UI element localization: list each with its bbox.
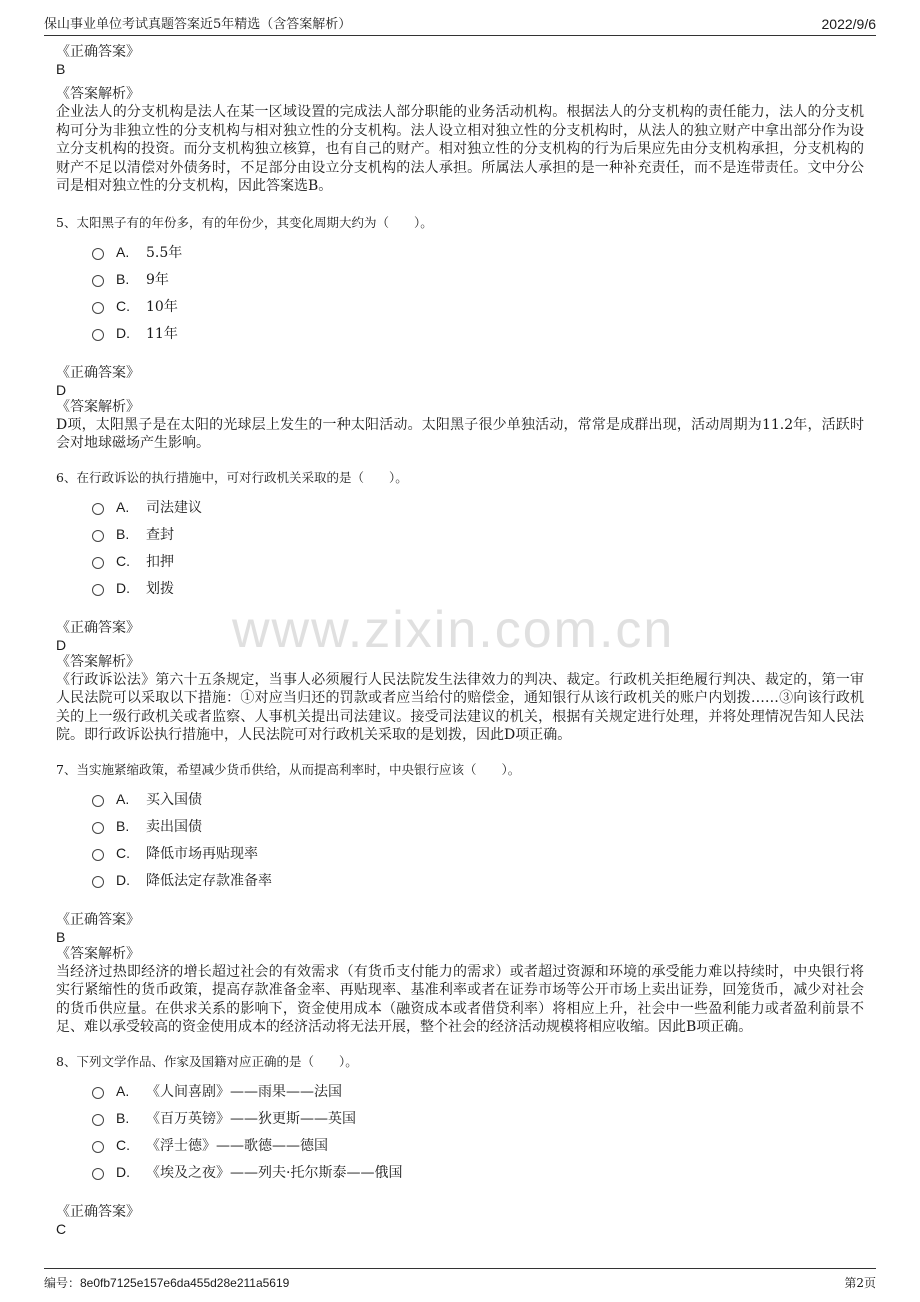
correct-answer-label: 《正确答案》 bbox=[56, 44, 140, 60]
correct-answer-label: 《正确答案》 bbox=[56, 364, 140, 381]
page-content bbox=[56, 44, 864, 1238]
option-a[interactable]: A. 5.5年 bbox=[92, 239, 864, 266]
analysis-text: 企业法人的分支机构是法人在某一区域设置的完成法人部分职能的业务活动机构。根据法人的分支机构的责任能力，法人的分支机构可分为非独立性的分支机构与相对独立性的分支机构。法人设立相对独立性的分支机构时，从法人的独立财产中拿出部分作为设立分支机构的投资。而分支机构独立核算，也有自己的财产。相对独立性的分支机构的行为后果应先由分支机构承担，分支机构的财产不足以清偿对外债务时，不足部分由设立分支机构的法人承担。所属法人承担的是一种补充责任，而不是连带责任。文中分公司是相对独立性的分支机构，因此答案选B。 bbox=[56, 104, 864, 194]
option-list bbox=[92, 239, 864, 347]
question-text: 8、下列文学作品、作家及国籍对应正确的是（ ）。 bbox=[56, 1053, 358, 1069]
radio-icon[interactable] bbox=[92, 248, 104, 260]
page-header bbox=[44, 10, 876, 36]
correct-answer-value: B bbox=[56, 928, 66, 945]
question-item bbox=[56, 469, 864, 745]
option-a[interactable]: A. 买入国债 bbox=[92, 786, 864, 813]
analysis-text: D项，太阳黑子是在太阳的光球层上发生的一种太阳活动。太阳黑子很少单独活动，常常是成群出现，活动周期为11.2年，活跃时会对地球磁场产生影响。 bbox=[56, 416, 864, 451]
option-d[interactable]: D. 11年 bbox=[92, 320, 864, 347]
correct-answer-value: D bbox=[56, 636, 67, 653]
radio-icon[interactable] bbox=[92, 849, 104, 861]
option-b[interactable]: B. 查封 bbox=[92, 521, 864, 548]
radio-icon[interactable] bbox=[92, 1114, 104, 1126]
option-d[interactable]: D. 《埃及之夜》——列夫·托尔斯泰——俄国 bbox=[92, 1159, 864, 1186]
option-a[interactable]: A. 司法建议 bbox=[92, 494, 864, 521]
option-list bbox=[92, 786, 864, 894]
correct-answer-value: C bbox=[56, 1220, 67, 1237]
correct-answer-label: 《正确答案》 bbox=[56, 619, 140, 636]
page-footer bbox=[44, 1268, 876, 1293]
question-item bbox=[56, 761, 864, 1037]
document-title: 保山事业单位考试真题答案近5年精选（含答案解析） bbox=[44, 17, 352, 32]
correct-answer-value: B bbox=[56, 61, 66, 77]
option-a[interactable]: A. 《人间喜剧》——雨果——法国 bbox=[92, 1078, 864, 1105]
answer-block bbox=[56, 44, 864, 196]
question-text: 7、当实施紧缩政策，希望减少货币供给，从而提高利率时，中央银行应该（ ）。 bbox=[56, 761, 521, 777]
radio-icon[interactable] bbox=[92, 1087, 104, 1099]
question-item bbox=[56, 214, 864, 453]
option-c[interactable]: C. 10年 bbox=[92, 293, 864, 320]
analysis-text: 《行政诉讼法》第六十五条规定，当事人必须履行人民法院发生法律效力的判决、裁定。行政机关拒绝履行判决、裁定的，第一审人民法院可以采取以下措施：①对应当归还的罚款或者应当给付的赔偿金，通知银行从该行政机关的账户内划拨……③向该行政机关的上一级行政机关或者监察、人事机关提出司法建议。接受司法建议的机关，根据有关规定进行处理，并将处理情况告知人民法院。即行政诉讼执行措施中，人民法院可对行政机关采取的是划拨，因此D项正确。 bbox=[56, 671, 864, 743]
analysis-label: 《答案解析》 bbox=[56, 653, 140, 670]
radio-icon[interactable] bbox=[92, 557, 104, 569]
radio-icon[interactable] bbox=[92, 795, 104, 807]
correct-answer-value: D bbox=[56, 381, 67, 398]
question-text: 6、在行政诉讼的执行措施中，可对行政机关采取的是（ ）。 bbox=[56, 469, 408, 485]
watermark: www.zixin.com.cn bbox=[232, 601, 675, 659]
page-number: 第2页 bbox=[844, 1275, 876, 1290]
analysis-label: 《答案解析》 bbox=[56, 398, 140, 415]
option-b[interactable]: B. 卖出国债 bbox=[92, 813, 864, 840]
radio-icon[interactable] bbox=[92, 302, 104, 314]
document-code: 编号：8e0fb7125e157e6da455d28e211a5619 bbox=[44, 1275, 290, 1290]
question-text: 5、太阳黑子有的年份多，有的年份少，其变化周期大约为（ ）。 bbox=[56, 214, 433, 230]
radio-icon[interactable] bbox=[92, 530, 104, 542]
option-b[interactable]: B. 9年 bbox=[92, 266, 864, 293]
radio-icon[interactable] bbox=[92, 876, 104, 888]
option-c[interactable]: C. 降低市场再贴现率 bbox=[92, 840, 864, 867]
radio-icon[interactable] bbox=[92, 1168, 104, 1180]
option-list bbox=[92, 494, 864, 602]
question-item bbox=[56, 1053, 864, 1238]
correct-answer-label: 《正确答案》 bbox=[56, 1203, 140, 1220]
radio-icon[interactable] bbox=[92, 1141, 104, 1153]
radio-icon[interactable] bbox=[92, 822, 104, 834]
option-b[interactable]: B. 《百万英镑》——狄更斯——英国 bbox=[92, 1105, 864, 1132]
option-c[interactable]: C. 扣押 bbox=[92, 548, 864, 575]
radio-icon[interactable] bbox=[92, 584, 104, 596]
analysis-text: 当经济过热即经济的增长超过社会的有效需求（有货币支付能力的需求）或者超过资源和环境的承受能力难以持续时，中央银行将实行紧缩性的货币政策，提高存款准备金率、再贴现率、基准利率或者在证券市场等公开市场上卖出证券，回笼货币，减少对社会的货币供应量。在供求关系的影响下，资金使用成本（融资成本或者借贷利率）将相应上升，社会中一些盈利能力或者盈利前景不足、难以承受较高的资金使用成本的经济活动将无法开展，整个社会的经济活动规模将相应收缩。因此B项正确。 bbox=[56, 963, 864, 1035]
option-list bbox=[92, 1078, 864, 1186]
correct-answer-label: 《正确答案》 bbox=[56, 911, 140, 928]
option-d[interactable]: D. 降低法定存款准备率 bbox=[92, 867, 864, 894]
radio-icon[interactable] bbox=[92, 503, 104, 515]
option-d[interactable]: D. 划拨 bbox=[92, 575, 864, 602]
analysis-label: 《答案解析》 bbox=[56, 86, 140, 102]
document-date: 2022/9/6 bbox=[821, 16, 876, 32]
radio-icon[interactable] bbox=[92, 329, 104, 341]
option-c[interactable]: C. 《浮士德》——歌德——德国 bbox=[92, 1132, 864, 1159]
radio-icon[interactable] bbox=[92, 275, 104, 287]
analysis-label: 《答案解析》 bbox=[56, 945, 140, 962]
